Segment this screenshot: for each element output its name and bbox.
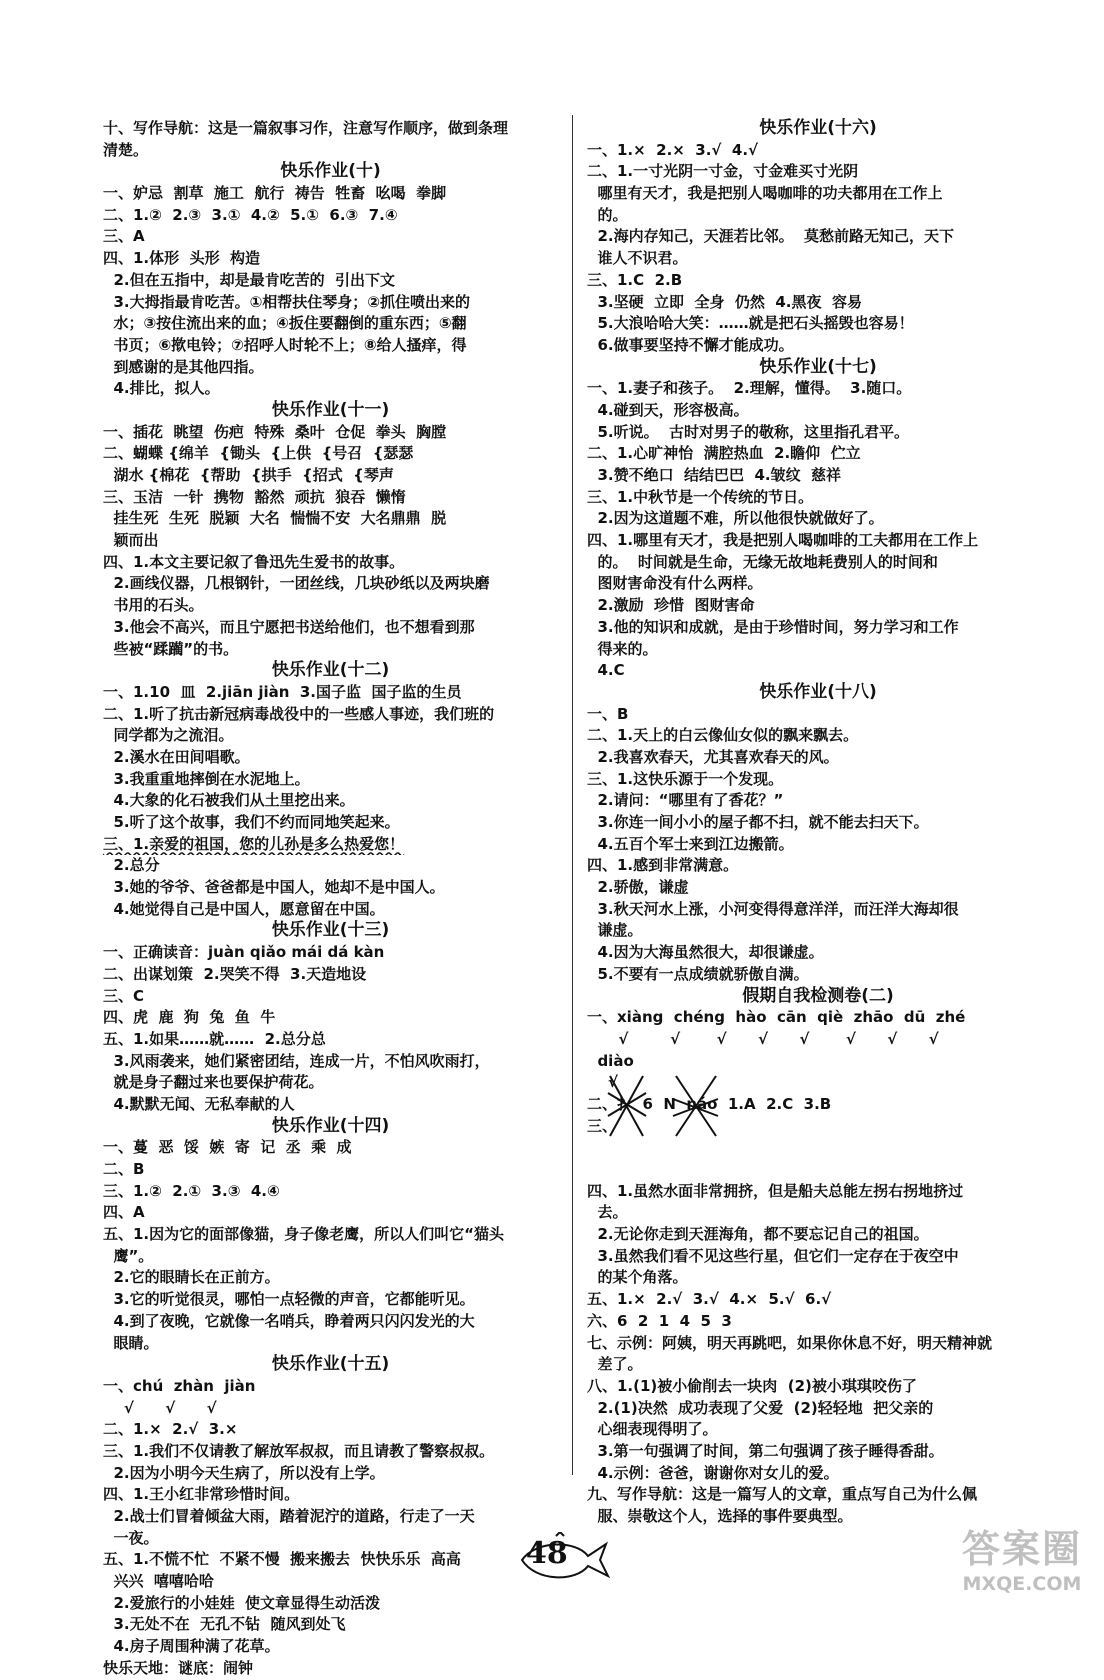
answer-line: 同学都为之流泪。 (103, 726, 234, 745)
answer-line: 书用的石头。 (103, 596, 204, 615)
answer-line: 四、1.哪里有天才，我是把别人喝咖啡的工夫都用在工作上 (587, 531, 979, 550)
left-answer-column (103, 118, 558, 1680)
answer-line: 5.不要有一点成绩就骄傲自满。 (587, 964, 809, 983)
wavy-underlined-answer: 三、1.亲爱的祖国，您的儿孙是多么热爱您！ (103, 834, 405, 853)
answer-line: 3.虽然我们看不见这些行星，但它们一定存在于夜空中 (587, 1246, 959, 1265)
answer-line: 服、崇敬这个人，选择的事件要典型。 (587, 1507, 853, 1525)
answer-line: 谦虚。 (587, 921, 643, 940)
answer-line: 挂生死 生死 脱颖 大名 惴惴不安 大名鼎鼎 脱 (103, 509, 447, 528)
answer-line: 2.请问：“哪里有了香花？” (587, 791, 784, 810)
answer-line: √ √ √ √ √ √ √ √ (587, 1029, 939, 1048)
answer-line: 三、1.C 2.B (587, 270, 683, 289)
answer-line: 到感谢的是其他四指。 (103, 357, 264, 376)
answer-line: 二、蝴蝶 {绵羊 {锄头 {上供 {号召 {瑟瑟 (103, 444, 414, 463)
answer-line: 一、1.× 2.× 3.√ 4.√ (587, 140, 759, 159)
answer-line: 一、B (587, 704, 629, 723)
answer-line: 一夜。 (103, 1528, 159, 1547)
section-heading: 快乐作业(十八) (759, 681, 877, 702)
answer-line: 哪里有天才，我是把别人喝咖啡的功夫都用在工作上 (587, 184, 943, 203)
answer-line: 差了。 (587, 1355, 643, 1374)
answer-line: 4.五百个军士来到江边搬箭。 (587, 834, 794, 853)
answer-line: diào (587, 1051, 634, 1070)
answer-line: 四、A (103, 1203, 145, 1222)
answer-line: 图财害命没有什么两样。 (587, 574, 763, 593)
answer-line: 一、chú zhàn jiàn (103, 1376, 256, 1395)
answer-line: 书页；⑥揿电铃；⑦招呼人时轮不上；⑧给人搔痒，得 (103, 335, 467, 354)
section-heading: 快乐作业(十三) (271, 920, 390, 941)
answer-line: 二、出谋划策 2.哭笑不得 3.天造地设 (103, 964, 367, 983)
answer-line: 一、蔓 恶 馁 嫉 寄 记 丞 乘 成 (103, 1138, 352, 1157)
answer-line: 2.激励 珍惜 图财害命 (587, 596, 755, 615)
answer-line: 三、1.这快乐源于一个发现。 (587, 769, 784, 788)
watermark (948, 1518, 1096, 1593)
answer-line: 得来的。 (587, 639, 658, 658)
answer-line: 4.示例：爸爸，谢谢你对女儿的爱。 (587, 1463, 839, 1482)
answer-line: 五、1.如果……就…… 2.总分总 (103, 1029, 326, 1048)
answer-line: 3.风雨袭来，她们紧密团结，连成一片，不怕风吹雨打， (103, 1051, 490, 1070)
answer-line: 2.无论你走到天涯海角，都不要忘记自己的祖国。 (587, 1225, 929, 1244)
answer-line: 十、写作导航：这是一篇叙事习作，注意写作顺序，做到条理 (103, 119, 509, 137)
answer-line: 二、1.× 2.√ 3.× (103, 1420, 238, 1439)
answer-line: 2.战士们冒着倾盆大雨，踏着泥泞的道路，行走了一天 (103, 1507, 475, 1525)
answer-line (103, 834, 558, 856)
answer-line: 四、虎 鹿 狗 兔 鱼 牛 (103, 1008, 276, 1027)
answer-line: 3.第一句强调了时间，第二句强调了孩子睡得香甜。 (587, 1441, 944, 1460)
section-heading: 快乐作业(十) (280, 161, 381, 182)
answer-line: 4.碰到天，形容极高。 (587, 400, 749, 419)
answer-line: 兴兴 嘻嘻哈哈 (103, 1572, 214, 1591)
answer-line: 四、1.体形 头形 构造 (103, 249, 261, 268)
answer-line: 二、1.一寸光阴一寸金，寸金难买寸光阴 (587, 162, 859, 181)
answer-line: 4.大象的化石被我们从土里挖出来。 (103, 791, 355, 810)
answer-line: 2.我喜欢春天，尤其喜欢春天的风。 (587, 747, 839, 766)
watermark-site: MXQE.COM (962, 1573, 1082, 1595)
answer-line: 一、妒忌 割草 施工 航行 祷告 牲畜 吆喝 拳脚 (103, 184, 447, 203)
answer-line: 的。 (587, 205, 628, 224)
answer-line: 一、1.妻子和孩子。 2.理解，懂得。 3.随口。 (587, 379, 912, 398)
page-number: 48 (526, 1536, 568, 1571)
answer-line: 2.因为这道题不难，所以他很快就做好了。 (587, 509, 884, 528)
answer-line: 二、B (103, 1160, 145, 1178)
answer-line: 4.因为大海虽然很大，却很谦虚。 (587, 943, 824, 962)
answer-line: 六、6 2 1 4 5 3 (587, 1311, 732, 1330)
answer-line: 五、1.不慌不忙 不紧不慢 搬来搬去 快快乐乐 高高 (103, 1550, 461, 1569)
answer-line: 四、1.虽然水面非常拥挤，但是船夫总能左拐右拐地挤过 (587, 1181, 964, 1200)
answer-line: 清楚。 (103, 140, 149, 159)
answer-line: 3.秋天河水上涨，小河变得得意洋洋，而汪洋大海却很 (587, 899, 959, 918)
answer-line: 2.画线仪器，几根钢针，一团丝线，几块砂纸以及两块磨 (103, 574, 490, 593)
answer-line: 5.听说。 古时对男子的敬称，这里指孔君平。 (587, 422, 910, 441)
section-heading: 快乐作业(十一) (271, 399, 390, 420)
answer-line: 4.房子周围种满了花草。 (103, 1637, 280, 1656)
section-heading: 快乐作业(十七) (759, 356, 877, 377)
right-answer-column (587, 118, 1049, 1528)
answer-line: 三、C (103, 986, 145, 1005)
answer-line: 6.做事要坚持不懈才能成功。 (587, 335, 794, 354)
answer-line: 三、1.中秋节是一个传统的节日。 (587, 487, 814, 506)
answer-line: 二、1.听了抗击新冠病毒战役中的一些感人事迹，我们班的 (103, 704, 495, 723)
section-heading: 快乐作业(十四) (271, 1115, 390, 1136)
answer-line: 的某个角落。 (587, 1268, 688, 1287)
answer-line: 一、插花 眺望 伤疤 特殊 桑叶 仓促 拳头 胸膛 (103, 422, 447, 441)
answer-line: 3.它的听觉很灵，哪怕一点轻微的声音，它都能听见。 (103, 1290, 475, 1309)
answer-line: 2.因为小明今天生病了，所以没有上学。 (103, 1463, 385, 1482)
section-heading: 假期自我检测卷(二) (742, 985, 894, 1006)
answer-line: 水；③按住流出来的血；④扳住要翻倒的重东西；⑤翻 (103, 314, 467, 333)
answer-line: 五、1.因为它的面部像猫，身子像老鹰，所以人们叫它“猫头 (103, 1225, 504, 1244)
answer-line: 3.他会不高兴，而且宁愿把书送给他们，也不想看到那 (103, 617, 475, 636)
answer-line: 二、1.② 2.③ 3.① 4.② 5.① 6.③ 7.④ (103, 205, 398, 224)
answer-line: 五、1.× 2.√ 3.√ 4.× 5.√ 6.√ (587, 1290, 832, 1309)
answer-line: 八、1.(1)被小偷削去一块肉 (2)被小琪琪咬伤了 (587, 1376, 917, 1395)
answer-line: 3.坚硬 立即 全身 仍然 4.黑夜 容易 (587, 292, 862, 311)
answer-line: 3.大拇指最肯吃苦。①相帮扶住琴身；②抓住喷出来的 (103, 292, 470, 311)
answer-line: 2.爱旅行的小娃娃 使文章显得生动活泼 (103, 1593, 381, 1612)
answer-line: 些被“蹂躏”的书。 (103, 639, 239, 658)
answer-line: 去。 (587, 1203, 628, 1222)
answer-line: 谁人不识君。 (587, 249, 688, 268)
answer-line: 二、1.心旷神怡 满腔热血 2.瞻仰 伫立 (587, 444, 861, 463)
answer-line: 九、写作导航：这是一篇写人的文章，重点写自己为什么佩 (587, 1485, 978, 1504)
answer-line: 七、示例：阿姨，明天再跳吧，如果你休息不好，明天精神就 (587, 1333, 993, 1352)
answer-line: 2.骄傲，谦虚 (587, 878, 689, 897)
answer-line: √ √ √ (103, 1398, 217, 1417)
answer-line: 2.它的眼睛长在正前方。 (103, 1268, 280, 1287)
answer-line: 3.你连一间小小的屋子都不扫，就不能去扫天下。 (587, 813, 929, 831)
answer-line: 四、1.王小红非常珍惜时间。 (103, 1485, 300, 1504)
matching-lines-figure (588, 1071, 788, 1141)
answer-line: 4.她觉得自己是中国人，愿意留在中国。 (103, 899, 385, 918)
answer-line: 心细表现得明了。 (587, 1420, 718, 1439)
answer-line: 5.大浪哈哈大笑：……就是把石头摇毁也容易！ (587, 314, 914, 333)
page-number-badge (516, 1532, 611, 1584)
answer-line: 三、玉洁 一针 携物 豁然 顽抗 狼吞 懒惰 (103, 487, 406, 506)
answer-line: 一、正确读音：juàn qiǎo mái dá kàn (103, 943, 385, 962)
answer-line: 4.C (587, 661, 625, 680)
answer-line: 3.无处不在 无孔不钻 随风到处飞 (103, 1615, 346, 1634)
answer-line: 2.海内存知己，天涯若比邻。 莫愁前路无知己，天下 (587, 227, 955, 246)
answer-line: 2.溪水在田间唱歌。 (103, 747, 250, 766)
section-heading: 快乐作业(十五) (271, 1354, 390, 1375)
section-heading: 快乐作业(十六) (759, 118, 877, 138)
section-heading: 快乐作业(十二) (271, 660, 390, 681)
column-divider (572, 115, 573, 1475)
answer-line: 眼睛。 (103, 1333, 159, 1352)
answer-line: 二、1.天上的白云像仙女似的飘来飘去。 (587, 726, 859, 745)
answer-line: 鹰”。 (103, 1246, 154, 1265)
answer-line: 湖水 {棉花 {帮助 {拱手 {招式 {琴声 (103, 466, 394, 484)
answer-line: 四、1.本文主要记叙了鲁迅先生爱书的故事。 (103, 552, 405, 571)
answer-line: 一、1.10 皿 2.jiān jiàn 3.国子监 国子监的生员 (103, 682, 462, 701)
answer-line: 3.她的爷爷、爸爸都是中国人，她却不是中国人。 (103, 878, 445, 897)
answer-line: 快乐天地：谜底：闹钟 (103, 1658, 254, 1677)
answer-line: 3.我重重地摔倒在水泥地上。 (103, 769, 310, 788)
answer-line: 的。 时间就是生命，无缘无故地耗费别人的时间和 (587, 552, 938, 571)
answer-line: 三、1.② 2.① 3.③ 4.④ (103, 1181, 280, 1200)
answer-line: 二、扌 6 N náo 1.A 2.C 3.B (587, 1094, 832, 1113)
answer-line: 三、1.我们不仅请教了解放军叔叔，而且请教了警察叔叔。 (103, 1441, 495, 1460)
answer-line: 颖而出 (103, 531, 159, 550)
answer-line: 2.(1)决然 成功表现了父爱 (2)轻轻地 把父亲的 (587, 1398, 934, 1417)
answer-line: 3.他的知识和成就，是由于珍惜时间，努力学习和工作 (587, 617, 959, 636)
answer-line: 2.总分 (103, 856, 160, 875)
answer-line: 三、A (103, 227, 145, 246)
answer-line: 2.但在五指中，却是最肯吃苦的 引出下文 (103, 270, 396, 289)
answer-line: 3.赞不绝口 结结巴巴 4.皱纹 慈祥 (587, 466, 842, 484)
answer-line: √ (587, 1073, 618, 1092)
answer-line: 5.听了这个故事，我们不约而同地笑起来。 (103, 813, 400, 831)
answer-line: 就是身子翻过来也要保护荷花。 (103, 1073, 324, 1092)
answer-line (587, 1159, 1049, 1181)
answer-line: 一、xiàng chéng hào cān qiè zhāo dū zhé (587, 1008, 966, 1027)
answer-line: 4.排比，拟人。 (103, 379, 220, 398)
answer-line: 4.到了夜晚，它就像一名哨兵，睁着两只闪闪发光的大 (103, 1311, 475, 1330)
answer-line: 三、 (587, 1116, 618, 1135)
watermark-logo: 答案圈 (961, 1527, 1082, 1571)
answer-line: 四、1.感到非常满意。 (587, 856, 739, 875)
answer-line: 4.默默无闻、无私奉献的人 (103, 1094, 295, 1113)
